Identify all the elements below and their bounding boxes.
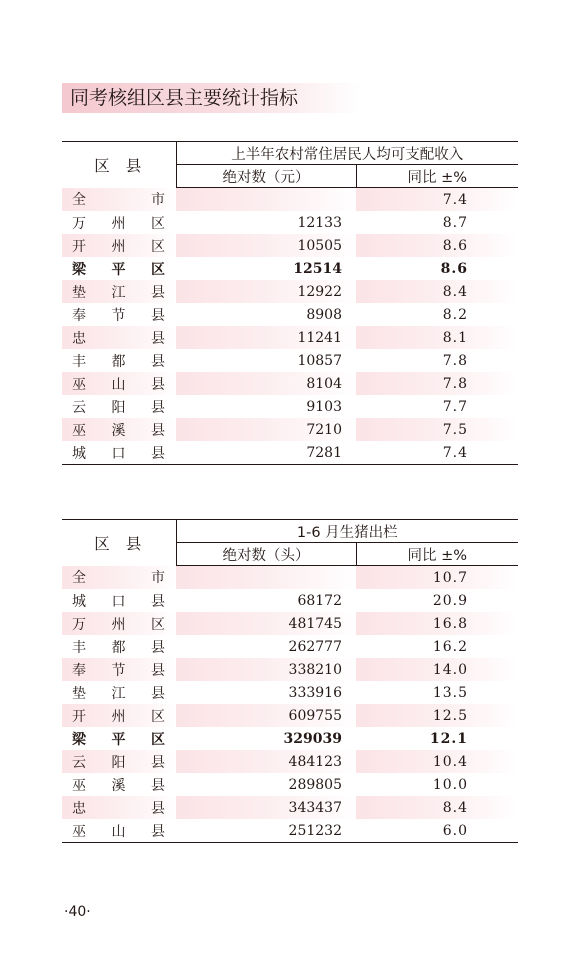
row-name-char: 县 [151, 284, 165, 301]
row-name-char: 平 [111, 261, 126, 278]
row-name-char: 梁 [72, 731, 86, 748]
row-name-cell [62, 658, 176, 681]
row-name-char: 云 [72, 754, 86, 771]
row-name-char: 州 [111, 215, 126, 232]
table-row [62, 326, 518, 349]
row-name-char: 都 [111, 353, 126, 370]
row-name-char: 县 [151, 754, 165, 771]
table-row [62, 211, 518, 234]
row-name-char: 县 [151, 330, 165, 347]
row-abs-cell: 333916 [288, 684, 342, 701]
row-name-char: 市 [151, 570, 165, 587]
row-abs-cell: 609755 [176, 704, 356, 727]
table-row [62, 658, 518, 681]
row-name-char: 云 [72, 399, 86, 416]
region-header-xian: 县 [125, 156, 144, 175]
table-row [62, 372, 518, 395]
row-name-cell [62, 704, 176, 727]
row-abs-cell: 481745 [176, 612, 356, 635]
row-abs-cell: 68172 [297, 592, 342, 609]
row-name-char: 阳 [111, 399, 126, 416]
row-name-char: 区 [151, 215, 165, 232]
row-abs-cell: 8104 [176, 372, 356, 395]
row-pct-cell: 10.4 [356, 750, 518, 773]
row-name-char: 全 [72, 192, 86, 209]
row-abs-cell: 8908 [306, 306, 342, 323]
row-name-cell [62, 612, 176, 635]
hog-table-body [62, 566, 518, 843]
table-row [62, 819, 518, 843]
row-abs-cell: 289805 [288, 776, 342, 793]
row-pct-cell: 7.8 [442, 352, 468, 369]
row-name-char: 城 [72, 445, 86, 462]
row-pct-cell: 6.0 [356, 819, 518, 843]
table-row [62, 589, 518, 612]
row-name-char: 节 [111, 307, 126, 324]
row-name-char: 城 [72, 593, 86, 610]
row-name-char: 万 [72, 616, 86, 633]
row-abs-cell: 12514 [293, 260, 342, 277]
row-abs-cell: 12922 [176, 280, 356, 303]
row-abs-cell: 7210 [176, 418, 356, 441]
row-name-cell [62, 635, 176, 658]
row-name-char: 县 [151, 662, 165, 679]
row-name-char: 巫 [72, 777, 86, 794]
row-name-cell [62, 819, 176, 843]
row-name-cell [62, 349, 176, 372]
row-name-char: 奉 [72, 662, 86, 679]
row-name-char: 垫 [72, 284, 86, 301]
row-abs-cell: 9103 [306, 398, 342, 415]
row-name-cell [62, 589, 176, 612]
row-pct-cell: 16.2 [432, 638, 469, 655]
row-name-char: 阳 [111, 754, 126, 771]
row-name-char: 丰 [72, 639, 86, 656]
row-name-char: 平 [111, 731, 126, 748]
row-pct-cell: 7.7 [442, 398, 468, 415]
table-row [62, 395, 518, 418]
row-name-char: 山 [111, 376, 126, 393]
row-name-char: 江 [111, 685, 126, 702]
table-row [62, 257, 518, 280]
row-name-cell [62, 395, 176, 418]
page-number: ·40· [64, 904, 91, 920]
row-pct-cell: 8.4 [356, 796, 518, 819]
region-header-qu: 区 [94, 534, 112, 553]
row-name-cell [62, 211, 176, 234]
table-row [62, 796, 518, 819]
row-pct-cell: 8.7 [442, 214, 468, 231]
table-row [62, 681, 518, 704]
row-pct-cell: 10.0 [432, 776, 469, 793]
row-pct-cell: 20.9 [432, 592, 469, 609]
section-title: 同考核组区县主要统计指标 [62, 83, 362, 113]
row-pct-cell: 8.1 [356, 326, 518, 349]
row-name-cell [62, 441, 176, 465]
row-abs-cell: 262777 [288, 638, 342, 655]
row-name-cell [62, 234, 176, 257]
row-pct-cell: 8.4 [356, 280, 518, 303]
row-name-char: 开 [72, 708, 86, 725]
row-name-char: 万 [72, 215, 86, 232]
region-header-xian: 县 [125, 534, 144, 553]
row-abs-cell: 10505 [176, 234, 356, 257]
region-header-qu: 区 [94, 156, 112, 175]
table-row [62, 234, 518, 257]
row-abs-cell: 11241 [176, 326, 356, 349]
row-abs-cell: 12133 [297, 214, 342, 231]
hog-pct-header: 同比 ±% [356, 543, 518, 566]
table-row [62, 612, 518, 635]
row-name-char: 区 [151, 616, 165, 633]
table-row [62, 773, 518, 796]
row-name-char: 县 [151, 376, 165, 393]
hog-group-header: 1-6 月生猪出栏 [176, 520, 518, 543]
row-pct-cell: 8.6 [356, 234, 518, 257]
row-abs-cell [176, 188, 356, 212]
table-row [62, 441, 518, 465]
region-header [62, 520, 176, 566]
row-name-char: 巫 [72, 376, 86, 393]
row-name-char: 市 [151, 192, 165, 209]
row-name-char: 县 [151, 800, 165, 817]
row-name-char: 区 [151, 261, 165, 278]
row-name-char: 州 [111, 616, 126, 633]
table-row [62, 635, 518, 658]
row-name-char: 忠 [72, 800, 86, 817]
row-name-char: 口 [111, 445, 126, 462]
row-pct-cell: 8.6 [440, 260, 468, 277]
row-name-char: 县 [151, 353, 165, 370]
table-row [62, 280, 518, 303]
row-pct-cell: 7.5 [356, 418, 518, 441]
row-pct-cell: 10.7 [356, 566, 518, 590]
row-pct-cell: 7.4 [356, 441, 518, 465]
row-abs-cell [176, 566, 356, 590]
row-name-char: 巫 [72, 823, 86, 840]
income-table-body [62, 188, 518, 465]
hog-abs-header: 绝对数（头） [176, 543, 356, 566]
row-name-char: 开 [72, 238, 86, 255]
row-name-char: 县 [151, 685, 165, 702]
row-pct-cell: 13.5 [432, 684, 469, 701]
row-name-cell [62, 566, 176, 590]
row-abs-cell: 7281 [176, 441, 356, 465]
row-name-char: 节 [111, 662, 126, 679]
row-abs-cell: 338210 [176, 658, 356, 681]
table-row [62, 349, 518, 372]
row-name-char: 口 [111, 593, 126, 610]
row-name-char: 巫 [72, 422, 86, 439]
row-abs-cell: 251232 [176, 819, 356, 843]
row-pct-cell: 7.4 [356, 188, 518, 212]
table-row [62, 303, 518, 326]
row-name-cell [62, 727, 176, 750]
row-name-char: 溪 [111, 777, 126, 794]
row-name-char: 县 [151, 445, 165, 462]
row-pct-cell: 7.8 [356, 372, 518, 395]
row-abs-cell: 10857 [297, 352, 342, 369]
row-name-char: 州 [111, 708, 126, 725]
row-name-cell [62, 681, 176, 704]
row-name-cell [62, 773, 176, 796]
row-name-char: 都 [111, 639, 126, 656]
table-row [62, 566, 518, 590]
row-name-cell [62, 257, 176, 280]
income-group-header: 上半年农村常住居民人均可支配收入 [176, 142, 518, 165]
row-name-char: 全 [72, 570, 86, 587]
income-table [62, 141, 518, 465]
row-name-char: 垫 [72, 685, 86, 702]
row-name-char: 奉 [72, 307, 86, 324]
row-name-char: 县 [151, 639, 165, 656]
row-name-char: 县 [151, 422, 165, 439]
row-name-char: 县 [151, 399, 165, 416]
row-abs-cell: 343437 [176, 796, 356, 819]
row-name-cell [62, 280, 176, 303]
income-pct-header: 同比 ±% [356, 165, 518, 188]
row-name-char: 江 [111, 284, 126, 301]
row-pct-cell: 16.8 [356, 612, 518, 635]
row-name-char: 溪 [111, 422, 126, 439]
row-name-char: 县 [151, 823, 165, 840]
row-name-char: 区 [151, 731, 165, 748]
row-name-char: 县 [151, 593, 165, 610]
row-name-char: 州 [111, 238, 126, 255]
table-row [62, 188, 518, 212]
row-abs-cell: 484123 [176, 750, 356, 773]
row-name-char: 县 [151, 777, 165, 794]
row-pct-cell: 12.1 [429, 730, 469, 747]
region-header [62, 142, 176, 188]
row-name-char: 县 [151, 307, 165, 324]
row-name-char: 区 [151, 238, 165, 255]
row-pct-cell: 12.5 [356, 704, 518, 727]
row-name-cell [62, 188, 176, 212]
row-name-cell [62, 372, 176, 395]
row-pct-cell: 8.2 [442, 306, 468, 323]
table-row [62, 727, 518, 750]
row-name-char: 梁 [72, 261, 86, 278]
table-row [62, 704, 518, 727]
row-name-cell [62, 418, 176, 441]
row-name-cell [62, 326, 176, 349]
hog-table [62, 519, 518, 843]
row-name-cell [62, 796, 176, 819]
row-name-char: 丰 [72, 353, 86, 370]
row-abs-cell: 329039 [283, 730, 342, 747]
row-name-char: 忠 [72, 330, 86, 347]
row-name-char: 山 [111, 823, 126, 840]
row-name-cell [62, 303, 176, 326]
row-name-cell [62, 750, 176, 773]
income-abs-header: 绝对数（元） [176, 165, 356, 188]
table-row [62, 750, 518, 773]
table-row [62, 418, 518, 441]
row-pct-cell: 14.0 [356, 658, 518, 681]
row-name-char: 区 [151, 708, 165, 725]
